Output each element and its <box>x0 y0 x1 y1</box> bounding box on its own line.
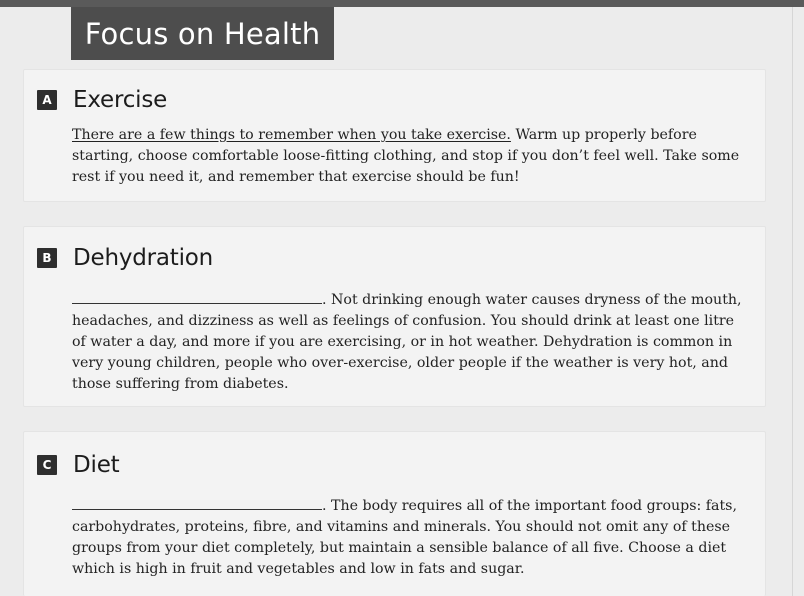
section-c-letter-badge: C <box>37 455 57 475</box>
section-b-letter-badge: B <box>37 248 57 268</box>
section-b-body-text: . Not drinking enough water causes dryness of the mouth, headaches, and dizziness as well as feelings of confusion. You should drink at least one litre of water a day, and more if you are exercising, or in hot weather. Dehydration is common in very young children, people who over-exercise, older people if the weather is very hot, and those suffering from diabetes. <box>72 292 742 392</box>
section-a-paragraph <box>72 125 752 188</box>
page-title: Focus on Health <box>84 16 321 51</box>
top-strip <box>0 0 804 7</box>
section-a-title: Exercise <box>73 87 168 113</box>
section-c-heading <box>37 452 119 478</box>
section-c-panel <box>23 431 766 596</box>
section-a-panel <box>23 69 766 202</box>
section-c-title: Diet <box>73 452 120 478</box>
section-c-paragraph <box>72 495 752 580</box>
section-a-letter-badge: A <box>37 90 57 110</box>
section-b-title: Dehydration <box>73 245 214 271</box>
section-a-topic-sentence: There are a few things to remember when you take exercise. <box>72 127 511 143</box>
title-banner <box>71 7 334 60</box>
section-c-answer-blank[interactable] <box>72 495 322 510</box>
section-b-paragraph <box>72 289 752 395</box>
section-b-heading <box>37 245 213 271</box>
section-a-heading <box>37 87 167 113</box>
section-b-answer-blank[interactable] <box>72 289 322 304</box>
page-edge-line <box>792 7 793 596</box>
section-a-body-text: Warm up properly before starting, choose comfortable loose-fitting clothing, and stop if you don’t feel well. Take some rest if you need it, and remember that exercise should be fun! <box>72 127 740 185</box>
section-c-body-text: . The body requires all of the important food groups: fats, carbohydrates, proteins, fibre, and vitamins and minerals. You should not omit any of these groups from your diet completely, but maintain a sensible balance of all five. Choose a diet which is high in fruit and vegetables and low in fats and sugar. <box>72 498 737 577</box>
section-b-panel <box>23 226 766 407</box>
